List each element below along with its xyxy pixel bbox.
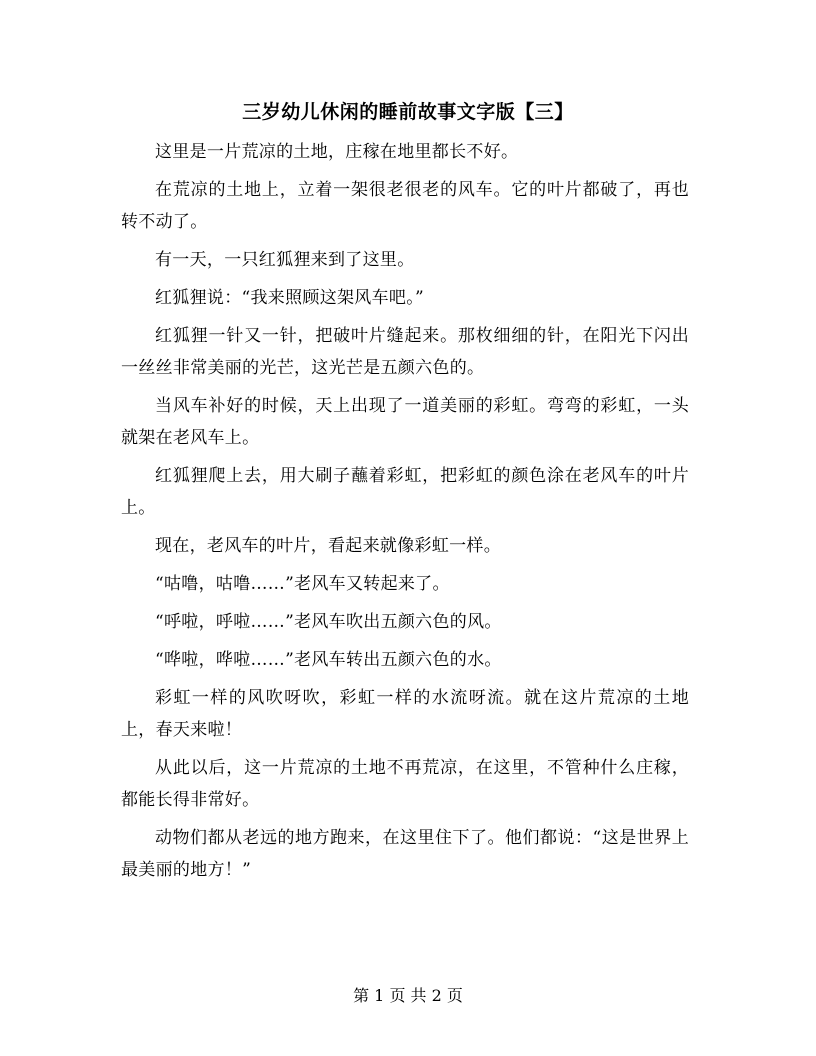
paragraph: 当风车补好的时候，天上出现了一道美丽的彩虹。弯弯的彩虹，一头就架在老风车上。 [121, 396, 689, 448]
page-footer [0, 984, 816, 1008]
paragraph: 红狐狸一针又一针，把破叶片缝起来。那枚细细的针，在阳光下闪出一丝丝非常美丽的光芒，这光芒是五颜六色的。 [121, 326, 689, 378]
paragraph: 在荒凉的土地上，立着一架很老很老的风车。它的叶片都破了，再也转不动了。 [121, 180, 689, 232]
paragraph: “呼啦，呼啦……”老风车吹出五颜六色的风。 [155, 612, 502, 632]
paragraph: 彩虹一样的风吹呀吹，彩虹一样的水流呀流。就在这片荒凉的土地上，春天来啦！ [121, 688, 689, 740]
document-body [121, 136, 689, 892]
paragraph: 这里是一片荒凉的土地，庄稼在地里都长不好。 [155, 142, 519, 162]
page-number: 第 1 页 共 2 页 [353, 986, 463, 1005]
paragraph: 动物们都从老远的地方跑来，在这里住下了。他们都说：“这是世界上最美丽的地方！” [121, 828, 689, 880]
document-title: 三岁幼儿休闲的睡前故事文字版【三】 [242, 101, 574, 123]
paragraph: 红狐狸说：“我来照顾这架风车吧。” [155, 288, 424, 308]
paragraph: 从此以后，这一片荒凉的土地不再荒凉，在这里，不管种什么庄稼，都能长得非常好。 [121, 758, 689, 810]
paragraph: 红狐狸爬上去，用大刷子蘸着彩虹，把彩虹的颜色涂在老风车的叶片上。 [121, 466, 689, 518]
paragraph: 现在，老风车的叶片，看起来就像彩虹一样。 [155, 536, 501, 556]
paragraph: 有一天，一只红狐狸来到了这里。 [155, 250, 415, 270]
paragraph: “咕噜，咕噜……”老风车又转起来了。 [155, 574, 450, 594]
paragraph: “哗啦，哗啦……”老风车转出五颜六色的水。 [155, 650, 502, 670]
